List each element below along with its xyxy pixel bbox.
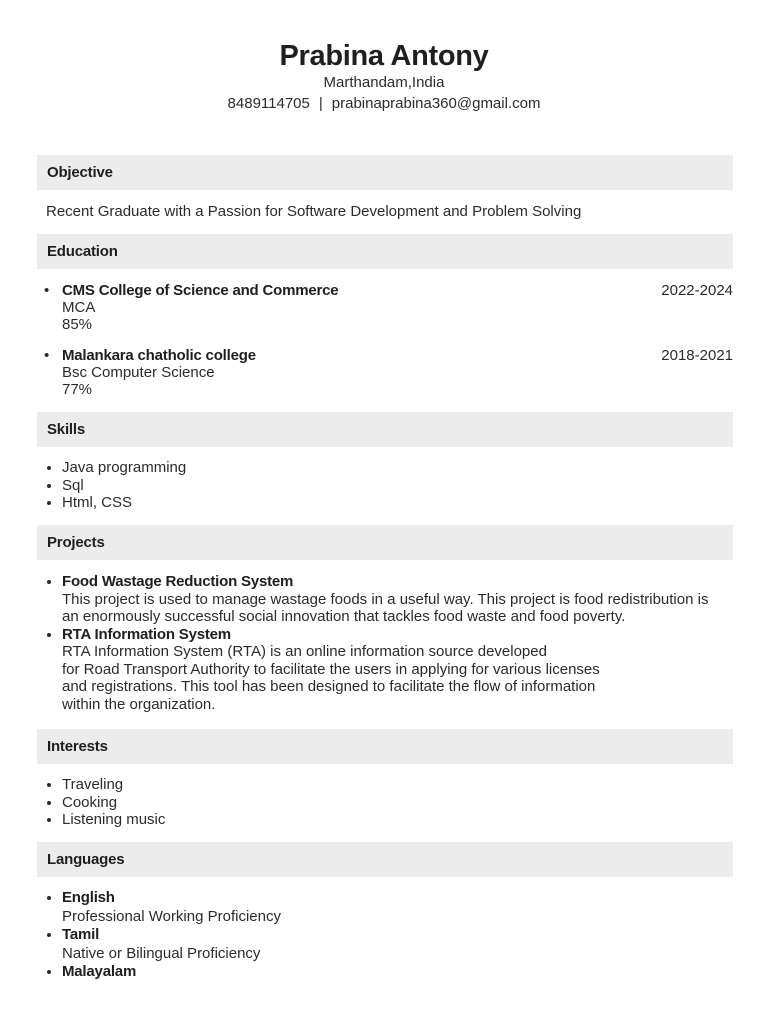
section-heading-objective: Objective <box>37 155 733 190</box>
interests-list <box>37 776 733 829</box>
list-item: • Sql <box>62 477 733 495</box>
language-level: Native or Bilingual Proficiency <box>62 944 261 962</box>
project-description-line: an enormously successful social innovation that tackles food waste and food poverty. <box>62 608 626 625</box>
section-heading-education: Education <box>37 234 733 269</box>
project-description-line: RTA Information System (RTA) is an online information source developed <box>62 643 547 660</box>
section-heading-languages: Languages <box>37 842 733 877</box>
language-name: English <box>62 889 115 906</box>
education-degree: MCA <box>62 299 96 316</box>
education-school: CMS College of Science and Commerce <box>62 282 339 299</box>
section-heading-projects: Projects <box>37 525 733 560</box>
phone-number: 8489114705 <box>227 95 310 112</box>
contact-separator: | <box>318 95 323 112</box>
project-description-line: for Road Transport Authority to facilitate the users in applying for various licenses <box>62 660 600 678</box>
education-score: 77% <box>62 381 93 398</box>
email-address[interactable]: prabinaprabina360@gmail.com <box>331 95 541 112</box>
education-school: Malankara chatholic college <box>62 347 256 364</box>
candidate-location: Marthandam,India <box>323 74 445 91</box>
language-name: Tamil <box>62 926 100 943</box>
list-item: • Java programming <box>62 459 733 477</box>
objective-text: Recent Graduate with a Passion for Software Development and Problem Solving <box>46 203 582 220</box>
education-dates: 2022-2024 <box>661 282 733 299</box>
list-item <box>62 889 733 926</box>
bullet-icon: • <box>44 282 50 299</box>
list-item <box>62 626 733 714</box>
language-level: Professional Working Proficiency <box>62 907 281 925</box>
list-item <box>62 926 733 963</box>
language-name: Malayalam <box>62 963 137 980</box>
education-score: 85% <box>62 316 93 333</box>
section-heading-interests: Interests <box>37 729 733 764</box>
project-name: Food Wastage Reduction System <box>62 573 294 590</box>
project-description-line: and registrations. This tool has been designed to facilitate the flow of information <box>62 678 596 695</box>
languages-list <box>37 889 733 982</box>
education-item <box>37 282 733 333</box>
project-name: RTA Information System <box>62 625 231 643</box>
project-description-line: This project is used to manage wastage foods in a useful way. This project is food redistribution is <box>62 590 709 608</box>
bullet-icon: • <box>44 347 50 364</box>
list-item <box>62 963 733 982</box>
section-heading-skills: Skills <box>37 412 733 447</box>
resume-header <box>0 38 768 114</box>
skills-list <box>37 459 733 512</box>
list-item: • Cooking <box>62 794 733 812</box>
list-item <box>62 573 733 626</box>
list-item: • Html, CSS <box>62 494 733 512</box>
project-description-line: within the organization. <box>62 695 216 713</box>
list-item: • Traveling <box>62 776 733 794</box>
candidate-name: Prabina Antony <box>279 40 489 72</box>
contact-line <box>0 94 768 114</box>
education-dates: 2018-2021 <box>661 347 733 364</box>
projects-list <box>37 573 733 713</box>
education-degree: Bsc Computer Science <box>62 364 215 381</box>
list-item: • Listening music <box>62 811 733 829</box>
education-item <box>37 347 733 398</box>
